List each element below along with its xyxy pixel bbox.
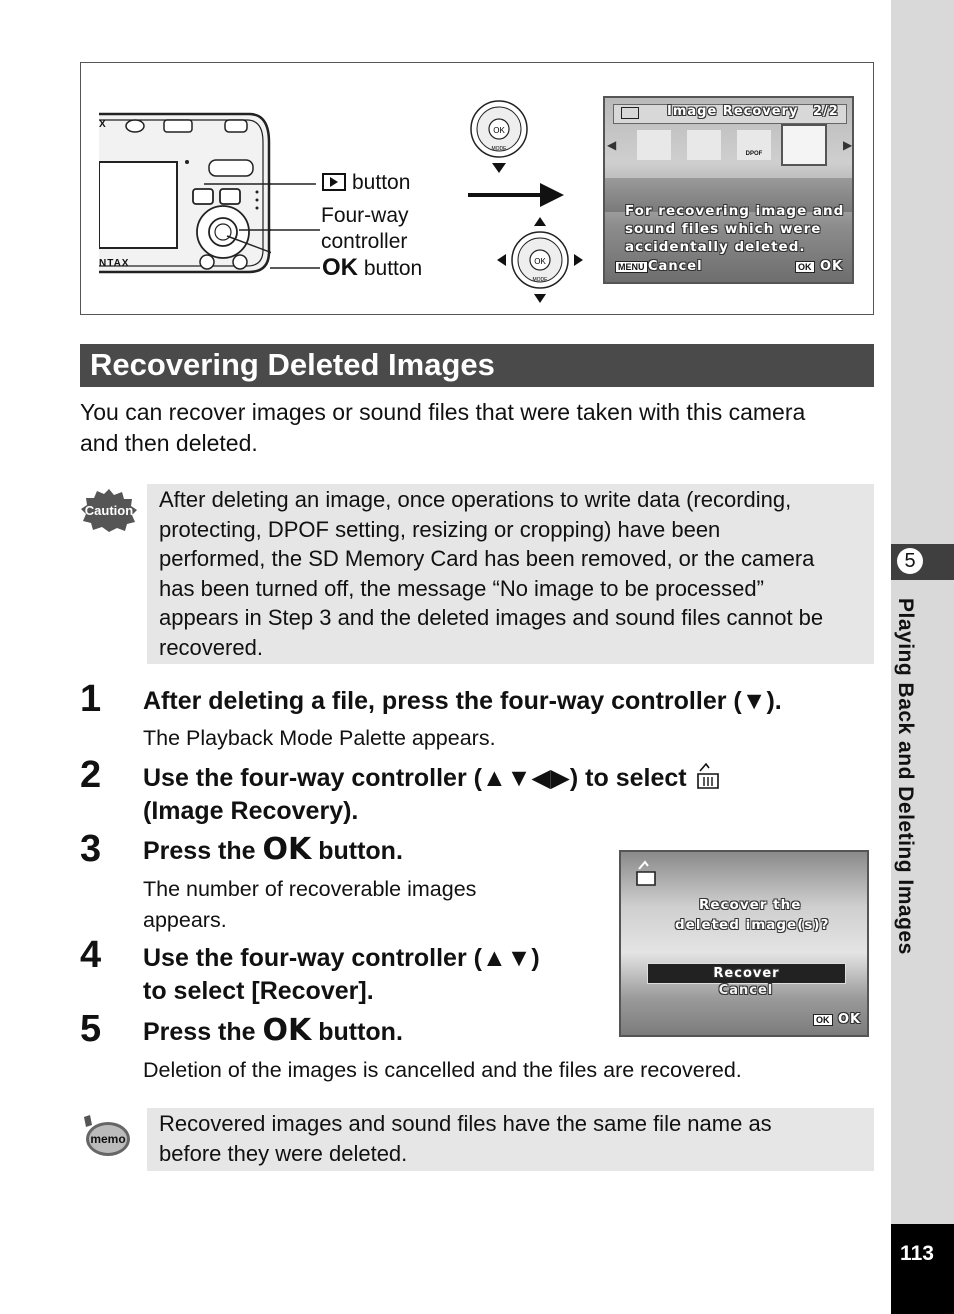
ok-label: OK (820, 259, 844, 274)
menu-page: 2/2 (813, 104, 839, 119)
image-recovery-menu-screen (603, 96, 854, 284)
menu-left-arrow-icon: ◀ (607, 138, 617, 152)
playback-mode-icon (621, 107, 639, 119)
right-arrow-icon (468, 180, 566, 210)
svg-text:OK: OK (493, 126, 505, 135)
caution-icon (80, 488, 138, 532)
svg-text:MODE: MODE (532, 277, 548, 283)
camera-logo-top: X (99, 119, 106, 130)
menu-message: For recovering image and sound files which were accidentally deleted. (625, 203, 845, 255)
section-header (80, 344, 874, 387)
playback-button-callout: button (322, 170, 410, 196)
step-1-number: 1 (80, 678, 102, 720)
step-1-desc: The Playback Mode Palette appears. (143, 726, 496, 750)
callout-leaders (270, 180, 325, 272)
image-recovery-icon[interactable] (781, 124, 827, 166)
recover-confirm-screen (619, 850, 869, 1037)
caution-text: After deleting an image, once operations to write data (recording, protecting, DPOF setting, resizing or cropping) have been performed, the SD Memory Card has been removed, or the camera has been turned off, the message “No image to be processed” appears in Step 3 and the deleted images and sound files cannot be recovered. (159, 487, 824, 660)
memo-icon (80, 1113, 132, 1159)
cancel-option[interactable]: Cancel (718, 983, 774, 998)
intro-text: You can recover images or sound files that were taken with this camera and then deleted. (80, 399, 806, 456)
section-title: Recovering Deleted Images (90, 347, 495, 382)
memo-text: Recovered images and sound files have the same file name as before they were deleted. (159, 1111, 772, 1166)
chapter-label: Playing Back and Deleting Images (894, 598, 917, 955)
ok-key-label: OK (795, 261, 815, 273)
step-3-desc: The number of recoverable images appears. (143, 877, 477, 932)
step-5-desc: Deletion of the images is cancelled and the files are recovered. (143, 1058, 742, 1082)
page-number-box (891, 1224, 954, 1314)
page-number: 113 (900, 1242, 934, 1265)
ok-button-callout: OK button (322, 254, 423, 281)
key-icon[interactable] (687, 130, 721, 160)
recover-prompt-line2: deleted image(s)? (675, 917, 830, 933)
step-2-number: 2 (80, 754, 102, 796)
protect-eye-icon[interactable] (637, 130, 671, 160)
menu-title: Image Recovery (667, 104, 799, 119)
step-5-title: Press the OK button. (143, 1013, 403, 1048)
dpof-icon[interactable]: DPOF (737, 130, 771, 160)
step-4-number: 4 (80, 934, 102, 976)
svg-text:Caution: Caution (84, 503, 134, 518)
ok-glyph: OK (262, 1013, 312, 1048)
recover-option[interactable]: Recover (647, 963, 846, 984)
svg-text:OK: OK (534, 257, 546, 266)
fourway-controller-all-icon (496, 214, 584, 304)
svg-text:memo: memo (90, 1132, 126, 1146)
step-3-number: 3 (80, 828, 102, 870)
recover-prompt-line1: Recover the (699, 897, 802, 913)
step-2-title-line1: Use the four-way controller (▲▼◀▶) to select (143, 762, 722, 795)
camera-back-illustration (99, 112, 271, 277)
ok-label: OK (838, 1012, 862, 1027)
ok-key-label: OK (813, 1014, 833, 1026)
ok-glyph: OK (262, 832, 312, 867)
step-5-number: 5 (80, 1008, 102, 1050)
step-4-title-line2: to select [Recover]. (143, 977, 374, 1005)
menu-key-label: MENU (615, 261, 648, 273)
playback-icon (322, 173, 346, 191)
step-2-title-line2: (Image Recovery). (143, 797, 359, 825)
step-1-title: After deleting a file, press the four-way controller (▼). (143, 687, 782, 715)
svg-text:MODE: MODE (491, 146, 507, 152)
image-recovery-icon (633, 860, 659, 888)
camera-logo: NTAX (99, 258, 130, 269)
step-4-title-line1: Use the four-way controller (▲▼) (143, 944, 540, 972)
step-3-title: Press the OK button. (143, 832, 403, 867)
menu-right-arrow-icon: ▶ (843, 138, 853, 152)
chapter-number: 5 (897, 548, 923, 574)
cancel-label: Cancel (648, 259, 703, 274)
image-recovery-icon (694, 762, 722, 792)
fourway-callout: Four-way controller (321, 204, 409, 253)
fourway-controller-down-icon (468, 98, 530, 178)
